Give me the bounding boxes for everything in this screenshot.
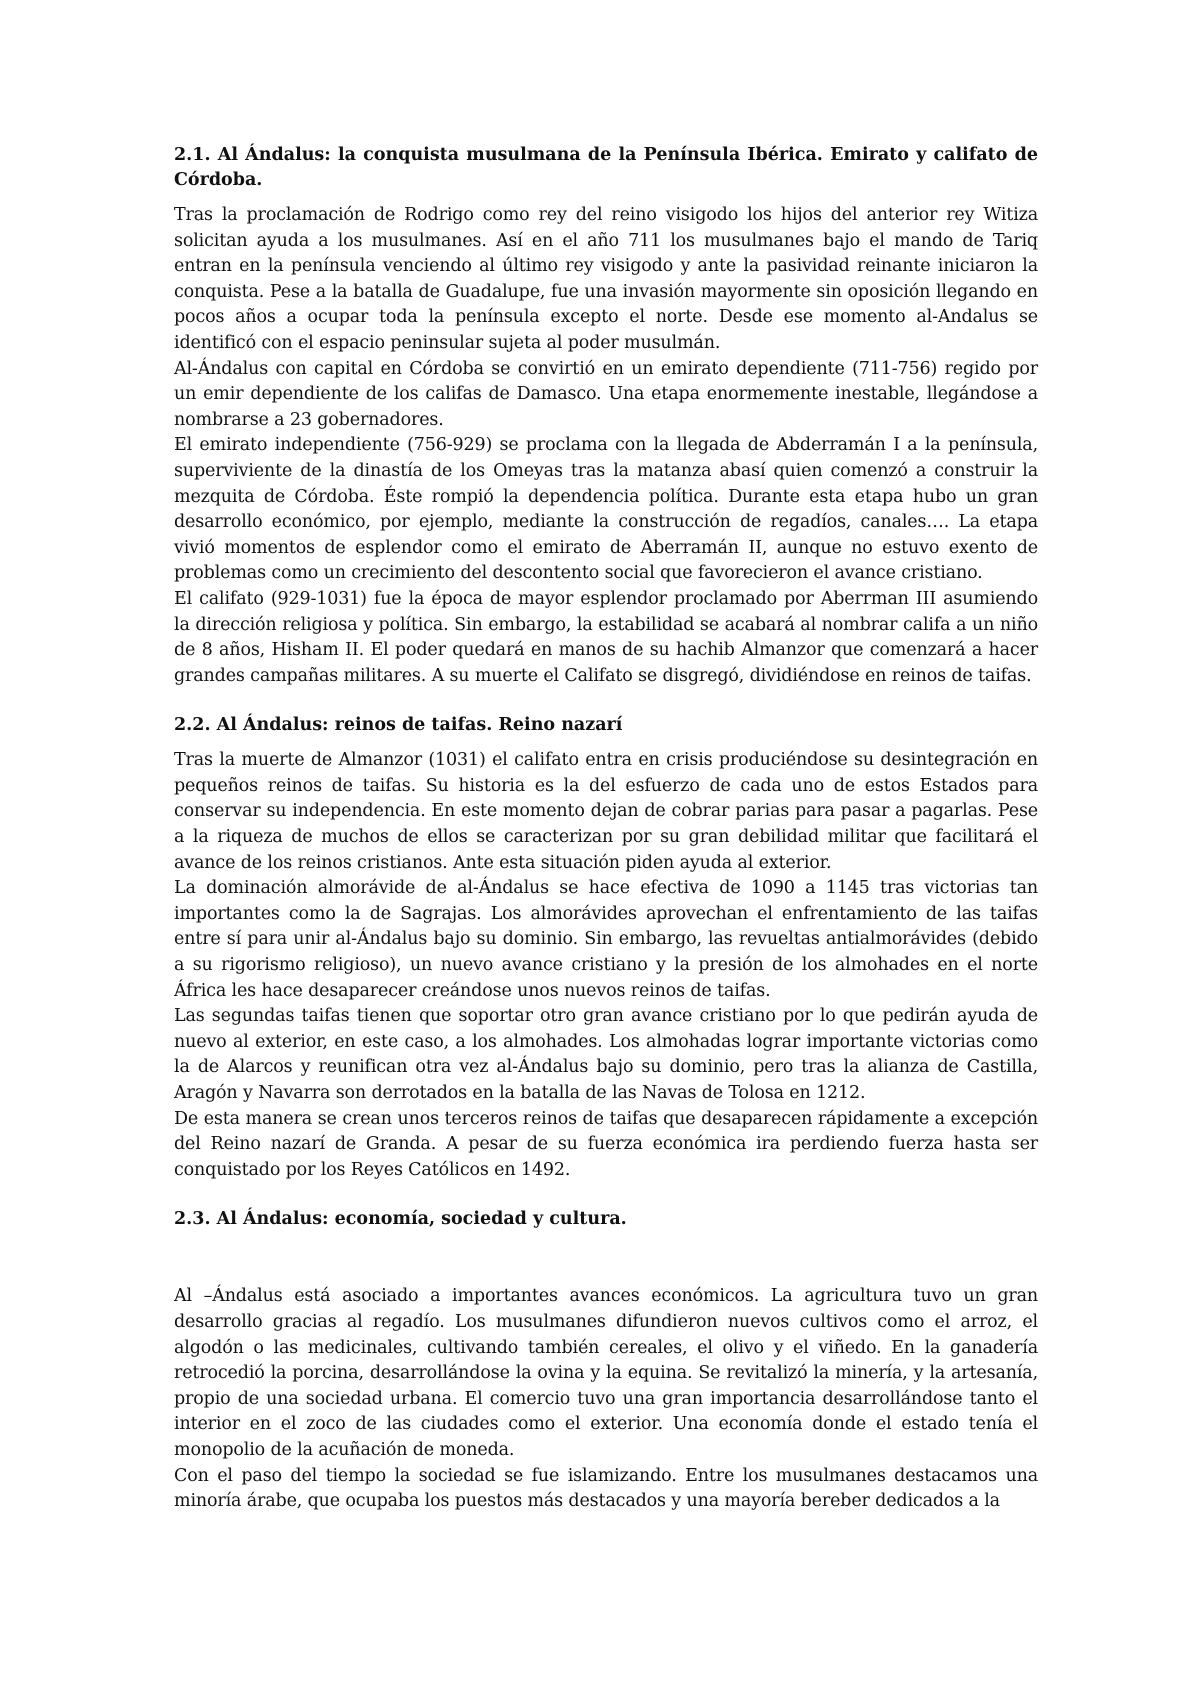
paragraph: De esta manera se crean unos terceros reinos de taifas que desaparecen rápidamente a excepción del Reino nazarí de Granda. A pesar de su fuerza económica ira perdiendo fuerza hasta ser conquistado por los Reyes Católicos en 1492. bbox=[174, 1108, 1038, 1180]
section-heading-2-1: 2.1. Al Ándalus: la conquista musulmana de la Península Ibérica. Emirato y califato de Córdoba. bbox=[174, 145, 1038, 190]
spacer bbox=[174, 689, 1038, 713]
paragraph: El emirato independiente (756-929) se proclama con la llegada de Abderramán I a la península, superviviente de la dinastía de los Omeyas tras la matanza abasí quien comenzó a construir la mezquita de Córdoba. Éste rompió la dependencia política. Durante esta etapa hubo un gran desarrollo económico, por ejemplo, mediante la construcción de regadíos, canales…. La etapa vivió momentos de esplendor como el emirato de Aberramán II, aunque no estuvo exento de problemas como un crecimiento del descontento social que favorecieron el avance cristiano. bbox=[174, 435, 1038, 584]
paragraph: El califato (929-1031) fue la época de mayor esplendor proclamado por Aberrman III asumiendo la dirección religiosa y política. Sin embargo, la estabilidad se acabará al nombrar califa a un niño de 8 años, Hisham II. El poder quedará en manos de su hachib Almanzor que comenzará a hacer grandes campañas militares. A su muerte el Califato se disgregó, dividiéndose en reinos de taifas. bbox=[174, 588, 1038, 686]
spacer bbox=[174, 1242, 1038, 1284]
paragraph: Al-Ándalus con capital en Córdoba se convirtió en un emirato dependiente (711-756) regido por un emir dependiente de los califas de Damasco. Una etapa enormemente inestable, llegándose a nombrarse a 23 gobernadores. bbox=[174, 358, 1038, 430]
paragraph: Con el paso del tiempo la sociedad se fue islamizando. Entre los musulmanes destacamos una minoría árabe, que ocupaba los puestos más destacados y una mayoría bereber dedicados a la bbox=[174, 1465, 1038, 1512]
paragraph: La dominación almorávide de al-Ándalus se hace efectiva de 1090 a 1145 tras victorias tan importantes como la de Sagrajas. Los almorávides aprovechan el enfrentamiento de las taifas entre sí para unir al-Ándalus bajo su dominio. Sin embargo, las revueltas antialmorávides (debido a su rigorismo religioso), un nuevo avance cristiano y la presión de los almohades en el norte África les hace desaparecer creándose unos nuevos reinos de taifas. bbox=[174, 878, 1038, 1001]
paragraph: Las segundas taifas tienen que soportar otro gran avance cristiano por lo que pedirán ayuda de nuevo al exterior, en este caso, a los almohades. Los almohadas lograr importante victorias como la de Alarcos y reunifican otra vez al-Ándalus bajo su dominio, pero tras la alianza de Castilla, Aragón y Navarra son derrotados en la batalla de las Navas de Tolosa en 1212. bbox=[174, 1006, 1038, 1103]
section-heading-2-3: 2.3. Al Ándalus: economía, sociedad y cultura. bbox=[174, 1209, 627, 1230]
paragraph: Al –Ándalus está asociado a importantes avances económicos. La agricultura tuvo un gran desarrollo gracias al regadío. Los musulmanes difundieron nuevos cultivos como el arroz, el algodón o las medicinales, cultivando también cereales, el olivo y el viñedo. En la ganadería retrocedió la porcina, desarrollándose la ovina y la equina. Se revitalizó la minería, y la artesanía, propio de una sociedad urbana. El comercio tuvo una gran importancia desarrollándose tanto el interior en el zoco de las ciudades como el exterior. Una economía donde el estado tenía el monopolio de la acuñación de moneda. bbox=[174, 1286, 1038, 1460]
paragraph: Tras la muerte de Almanzor (1031) el califato entra en crisis produciéndose su desintegración en pequeños reinos de taifas. Su historia es la del esfuerzo de cada uno de estos Estados para conservar su independencia. En este momento dejan de cobrar parias para pasar a pagarlas. Pese a la riqueza de muchos de ellos se caracterizan por su gran debilidad militar que facilitará el avance de los reinos cristianos. Ante esta situación piden ayuda al exterior. bbox=[174, 750, 1038, 873]
document-page bbox=[174, 143, 1038, 1515]
spacer bbox=[174, 1183, 1038, 1207]
paragraph: Tras la proclamación de Rodrigo como rey del reino visigodo los hijos del anterior rey Witiza solicitan ayuda a los musulmanes. Así en el año 711 los musulmanes bajo el mando de Tariq entran en la península venciendo al último rey visigodo y ante la pasividad reinante iniciaron la conquista. Pese a la batalla de Guadalupe, fue una invasión mayormente sin oposición llegando en pocos años a ocupar toda la península excepto el norte. Desde ese momento al-Andalus se identificó con el espacio peninsular sujeta al poder musulmán. bbox=[174, 205, 1038, 353]
section-heading-2-2: 2.2. Al Ándalus: reinos de taifas. Reino nazarí bbox=[174, 715, 623, 736]
